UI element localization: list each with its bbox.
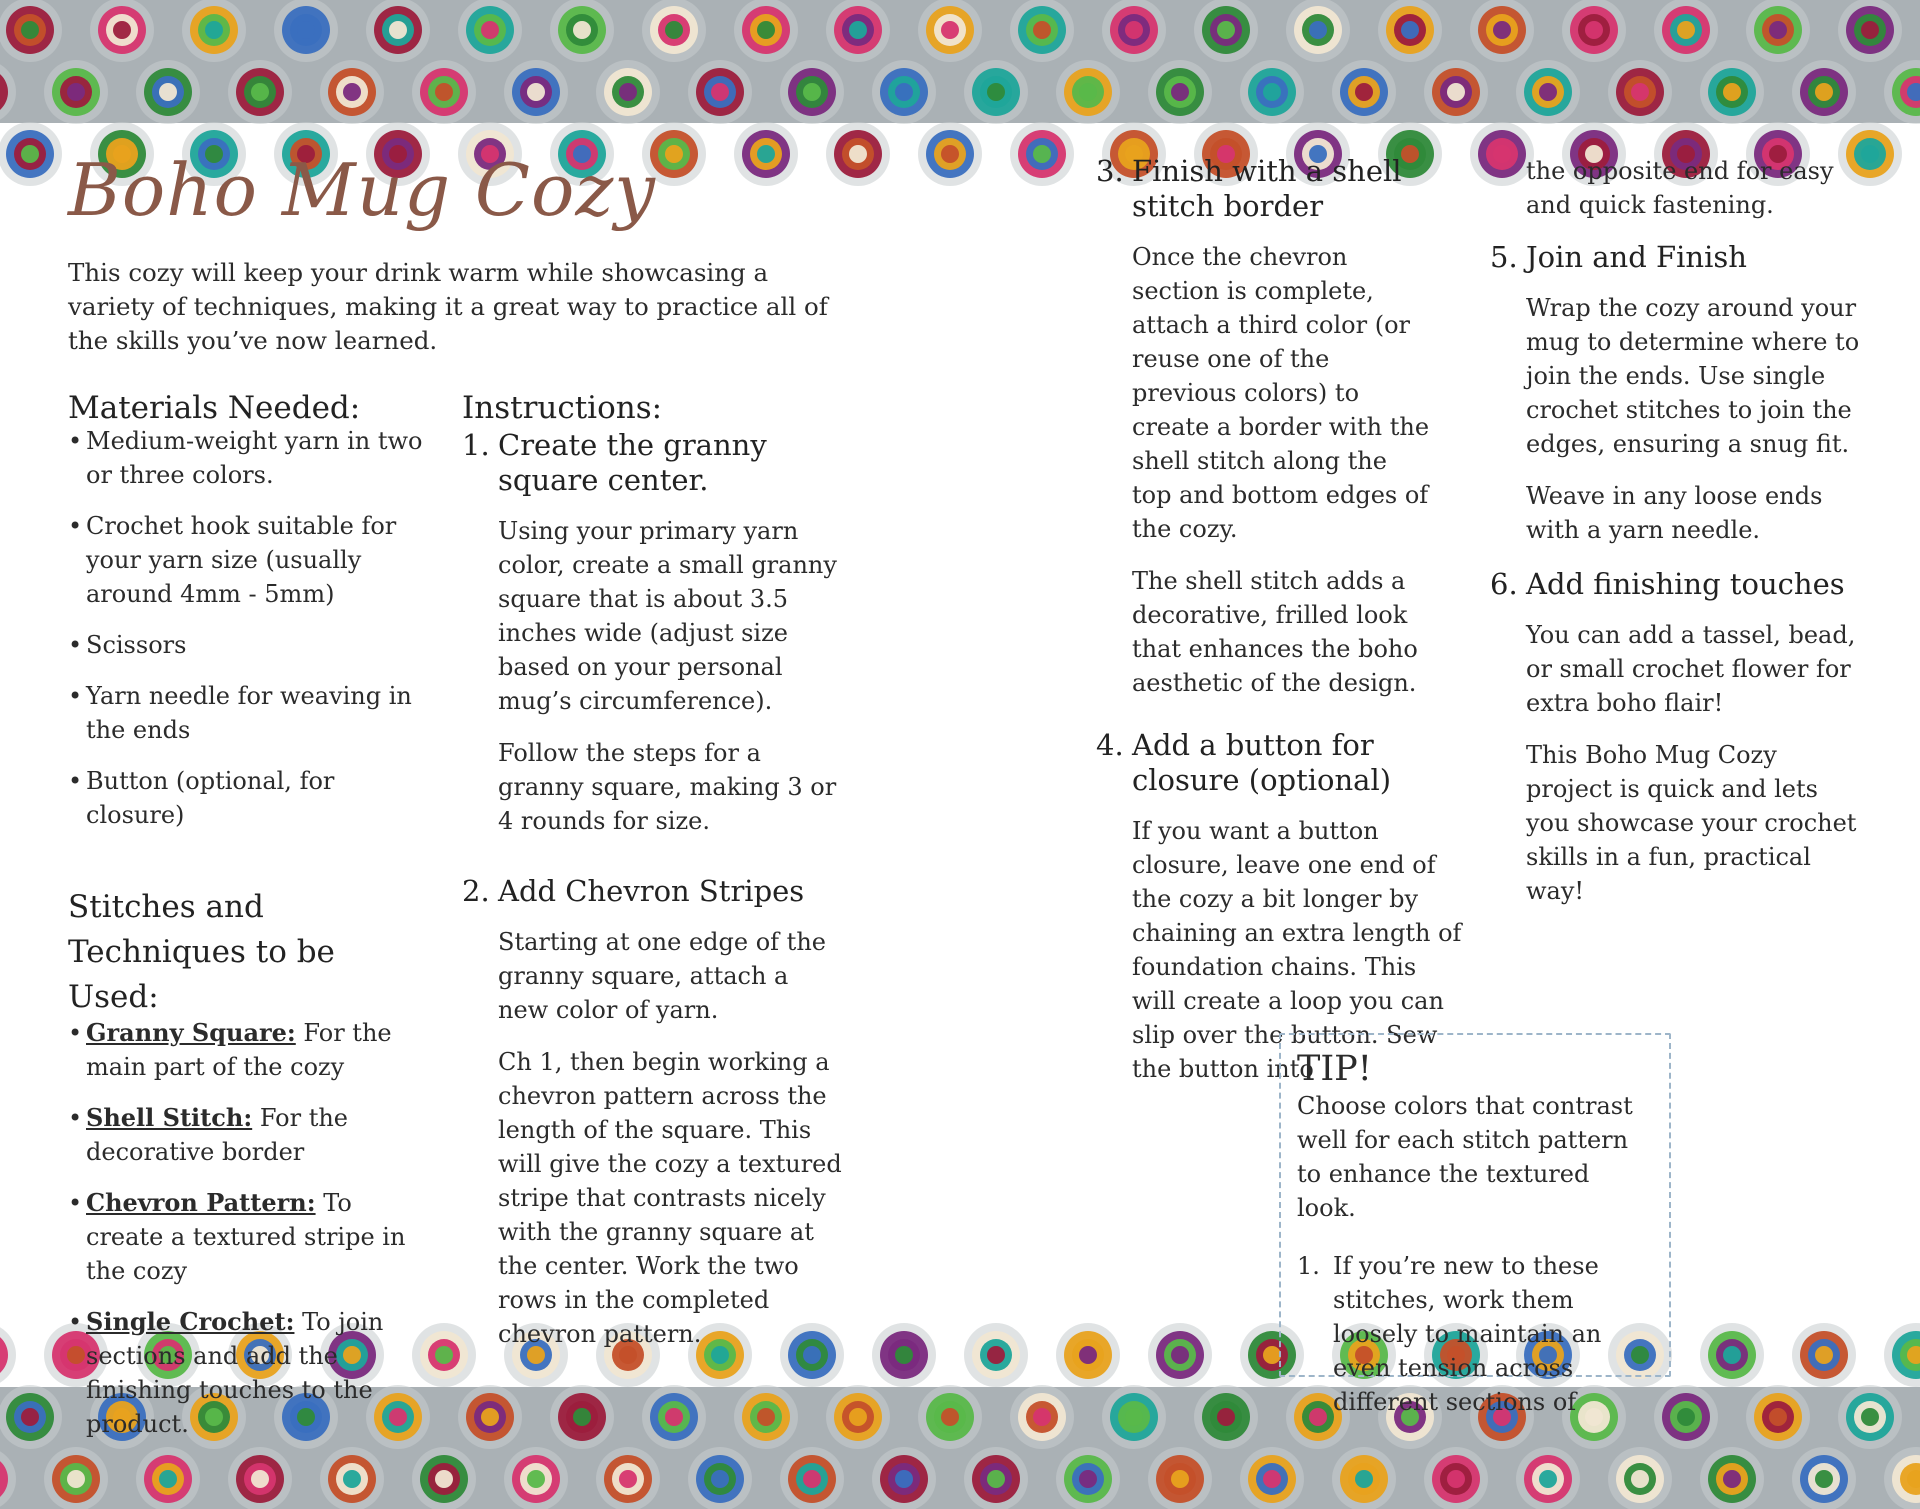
granny-motif bbox=[964, 1447, 1028, 1509]
granny-motif bbox=[642, 1385, 706, 1449]
granny-motif bbox=[1240, 60, 1304, 124]
granny-motif bbox=[550, 1385, 614, 1449]
granny-motif bbox=[1010, 0, 1074, 62]
granny-motif bbox=[688, 1447, 752, 1509]
granny-square-pattern-image bbox=[0, 0, 1920, 123]
step-paragraph: Follow the steps for a granny square, making 3 or 4 rounds for size. bbox=[498, 739, 837, 835]
stitch-term: Granny Square: bbox=[86, 1018, 296, 1047]
granny-motif bbox=[136, 60, 200, 124]
step-heading bbox=[462, 428, 842, 498]
tip-box bbox=[1279, 1033, 1671, 1416]
list-item: • Yarn needle for weaving in the ends bbox=[68, 679, 433, 747]
list-item: • Scissors bbox=[68, 628, 433, 662]
granny-motif bbox=[1194, 0, 1258, 62]
granny-motif bbox=[918, 122, 982, 186]
page-title: Boho Mug Cozy bbox=[68, 148, 656, 232]
stitch-desc: For the decorative border bbox=[86, 1104, 349, 1166]
stitch-term: Chevron Pattern: bbox=[86, 1188, 316, 1217]
step-heading bbox=[1096, 154, 1466, 224]
stitches-heading: Stitches and Techniques to be Used: bbox=[68, 889, 335, 1015]
granny-motif bbox=[90, 0, 154, 62]
step-number: 5. bbox=[1490, 240, 1518, 274]
granny-motif bbox=[504, 60, 568, 124]
step-number: 4. bbox=[1096, 728, 1124, 762]
step-paragraph: You can add a tassel, bead, or small crochet flower for extra boho flair! bbox=[1526, 621, 1856, 717]
step-number: 6. bbox=[1490, 567, 1518, 601]
list-item bbox=[68, 1186, 433, 1288]
granny-motif bbox=[734, 122, 798, 186]
step-heading bbox=[1096, 728, 1466, 798]
tip-title: TIP! bbox=[1297, 1049, 1372, 1089]
granny-motif bbox=[780, 60, 844, 124]
granny-motif bbox=[734, 0, 798, 62]
list-item: • Medium-weight yarn in two or three colors. bbox=[68, 424, 433, 492]
instructions-column-4 bbox=[1490, 154, 1860, 926]
stitch-desc: For the main part of the cozy bbox=[86, 1019, 392, 1081]
tip-list-item bbox=[1297, 1249, 1653, 1419]
step-title: Add finishing touches bbox=[1526, 567, 1845, 601]
granny-motif bbox=[1516, 1447, 1580, 1509]
granny-motif bbox=[872, 60, 936, 124]
step-body bbox=[1490, 618, 1860, 908]
step-title: Finish with a shell stitch border bbox=[1132, 154, 1402, 223]
granny-motif bbox=[1700, 1447, 1764, 1509]
granny-motif bbox=[642, 0, 706, 62]
step-body bbox=[1490, 154, 1860, 222]
materials-column bbox=[68, 388, 433, 1458]
granny-motif bbox=[1056, 1447, 1120, 1509]
granny-motif bbox=[1746, 0, 1810, 62]
stitch-desc: To create a textured stripe in the cozy bbox=[86, 1189, 406, 1285]
granny-motif bbox=[1792, 1323, 1856, 1387]
granny-motif bbox=[1056, 1323, 1120, 1387]
granny-motif bbox=[1010, 1385, 1074, 1449]
granny-motif bbox=[1194, 1385, 1258, 1449]
step-paragraph: This Boho Mug Cozy project is quick and lets you showcase your crochet skills in a fun, practical way! bbox=[1526, 741, 1857, 905]
step-title: Add a button for closure (optional) bbox=[1132, 728, 1392, 797]
granny-motif bbox=[596, 1447, 660, 1509]
granny-motif bbox=[1102, 0, 1166, 62]
granny-motif bbox=[964, 60, 1028, 124]
granny-motif bbox=[1286, 0, 1350, 62]
granny-motif bbox=[918, 0, 982, 62]
granny-motif bbox=[1056, 60, 1120, 124]
tip-text: Choose colors that contrast well for each stitch pattern to enhance the textured look. bbox=[1297, 1092, 1633, 1222]
granny-motif bbox=[1470, 0, 1534, 62]
tip-list-number: 1. bbox=[1297, 1252, 1320, 1280]
step-heading bbox=[1490, 567, 1860, 602]
granny-motif bbox=[1378, 0, 1442, 62]
step-paragraph: the opposite end for easy and quick fastening. bbox=[1526, 157, 1834, 219]
materials-heading: Materials Needed: bbox=[68, 390, 361, 426]
granny-motif bbox=[1010, 122, 1074, 186]
list-item bbox=[68, 1101, 433, 1169]
granny-motif bbox=[366, 0, 430, 62]
granny-motif bbox=[826, 0, 890, 62]
granny-motif bbox=[872, 1323, 936, 1387]
granny-motif bbox=[1654, 1385, 1718, 1449]
granny-motif bbox=[1838, 1385, 1902, 1449]
granny-motif bbox=[1148, 1447, 1212, 1509]
list-item: • Button (optional, for closure) bbox=[68, 764, 433, 832]
granny-motif bbox=[1148, 60, 1212, 124]
granny-motif bbox=[1240, 1447, 1304, 1509]
granny-motif bbox=[1792, 1447, 1856, 1509]
step-paragraph: The shell stitch adds a decorative, frilled look that enhances the boho aesthetic of the design. bbox=[1132, 567, 1418, 697]
step-number: 2. bbox=[462, 874, 490, 908]
granny-motif bbox=[872, 1447, 936, 1509]
stitch-term: Shell Stitch: bbox=[86, 1103, 253, 1132]
granny-motif bbox=[1562, 0, 1626, 62]
step-body bbox=[462, 925, 842, 1351]
granny-motif bbox=[964, 1323, 1028, 1387]
materials-list bbox=[68, 424, 433, 832]
stitch-desc: To join sections and add the finishing touches to the product. bbox=[86, 1308, 384, 1438]
step-paragraph: Weave in any loose ends with a yarn needle. bbox=[1526, 482, 1823, 544]
step-paragraph: Using your primary yarn color, create a small granny square that is about 3.5 inches wide (adjust size based on your personal mug’s circumference). bbox=[498, 517, 837, 715]
granny-motif bbox=[1654, 0, 1718, 62]
granny-motif bbox=[826, 1385, 890, 1449]
step-heading bbox=[462, 874, 842, 909]
list-item bbox=[68, 1016, 433, 1084]
granny-motif bbox=[734, 1385, 798, 1449]
granny-motif bbox=[1700, 1323, 1764, 1387]
step-paragraph: Ch 1, then begin working a chevron pattern across the length of the square. This will give the cozy a textured stripe that contrasts nicely with the granny square at the center. Work the two rows in the completed chevron pattern. bbox=[498, 1048, 842, 1348]
granny-motif bbox=[1516, 60, 1580, 124]
step-paragraph: Once the chevron section is complete, attach a third color (or reuse one of the previous colors) to create a border with the shell stitch along the top and bottom edges of the cozy. bbox=[1132, 243, 1430, 543]
step-heading bbox=[1490, 240, 1860, 275]
granny-motif bbox=[1746, 1385, 1810, 1449]
granny-motif bbox=[44, 60, 108, 124]
granny-motif bbox=[1424, 1447, 1488, 1509]
granny-motif bbox=[0, 122, 62, 186]
stitches-list bbox=[68, 1016, 433, 1441]
granny-motif bbox=[780, 1447, 844, 1509]
list-item bbox=[68, 1305, 433, 1441]
step-number: 1. bbox=[462, 428, 490, 462]
granny-motif bbox=[504, 1447, 568, 1509]
step-number: 3. bbox=[1096, 154, 1124, 188]
granny-motif bbox=[1700, 60, 1764, 124]
granny-motif bbox=[412, 60, 476, 124]
granny-motif bbox=[1792, 60, 1856, 124]
granny-motif bbox=[918, 1385, 982, 1449]
granny-motif bbox=[274, 0, 338, 62]
granny-motif bbox=[320, 60, 384, 124]
granny-motif bbox=[1424, 60, 1488, 124]
granny-motif bbox=[688, 60, 752, 124]
granny-motif bbox=[1148, 1323, 1212, 1387]
crochet-banner-top bbox=[0, 0, 1920, 123]
granny-motif bbox=[1608, 60, 1672, 124]
instructions-column bbox=[462, 388, 842, 1369]
granny-motif bbox=[1332, 1447, 1396, 1509]
step-body bbox=[1490, 291, 1860, 547]
granny-motif bbox=[0, 1385, 62, 1449]
granny-motif bbox=[458, 1385, 522, 1449]
granny-motif bbox=[596, 60, 660, 124]
intro-paragraph: This cozy will keep your drink warm while showcasing a variety of techniques, making it a great way to practice all of the skills you’ve now learned. bbox=[68, 258, 828, 355]
list-item: • Crochet hook suitable for your yarn size (usually around 4mm - 5mm) bbox=[68, 509, 433, 611]
granny-motif bbox=[826, 122, 890, 186]
tip-list-text: If you’re new to these stitches, work them loosely to maintain an even tension across different sections of bbox=[1333, 1252, 1602, 1416]
instructions-heading: Instructions: bbox=[462, 390, 663, 426]
granny-motif bbox=[0, 1323, 16, 1387]
granny-motif bbox=[458, 0, 522, 62]
step-title: Join and Finish bbox=[1526, 240, 1747, 274]
step-body bbox=[1096, 240, 1432, 700]
granny-motif bbox=[1838, 0, 1902, 62]
instructions-column-3 bbox=[1096, 154, 1466, 1104]
granny-motif bbox=[228, 60, 292, 124]
step-paragraph: If you want a button closure, leave one end of the cozy a bit longer by chaining an extra length of foundation chains. This will create a loop you can slip over the button. Sew the button into bbox=[1132, 817, 1462, 1083]
granny-motif bbox=[1332, 60, 1396, 124]
step-body bbox=[462, 514, 842, 838]
granny-motif bbox=[1608, 1447, 1672, 1509]
granny-motif bbox=[182, 0, 246, 62]
step-paragraph: Wrap the cozy around your mug to determine where to join the ends. Use single crochet stitches to join the edges, ensuring a snug fit. bbox=[1526, 294, 1860, 458]
step-title: Create the granny square center. bbox=[498, 428, 767, 497]
step-paragraph: Starting at one edge of the granny square, attach a new color of yarn. bbox=[498, 928, 826, 1024]
granny-motif bbox=[1102, 1385, 1166, 1449]
stitch-term: Single Crochet: bbox=[86, 1307, 295, 1336]
step-title: Add Chevron Stripes bbox=[498, 874, 805, 908]
granny-motif bbox=[1884, 1323, 1920, 1387]
granny-motif bbox=[550, 0, 614, 62]
